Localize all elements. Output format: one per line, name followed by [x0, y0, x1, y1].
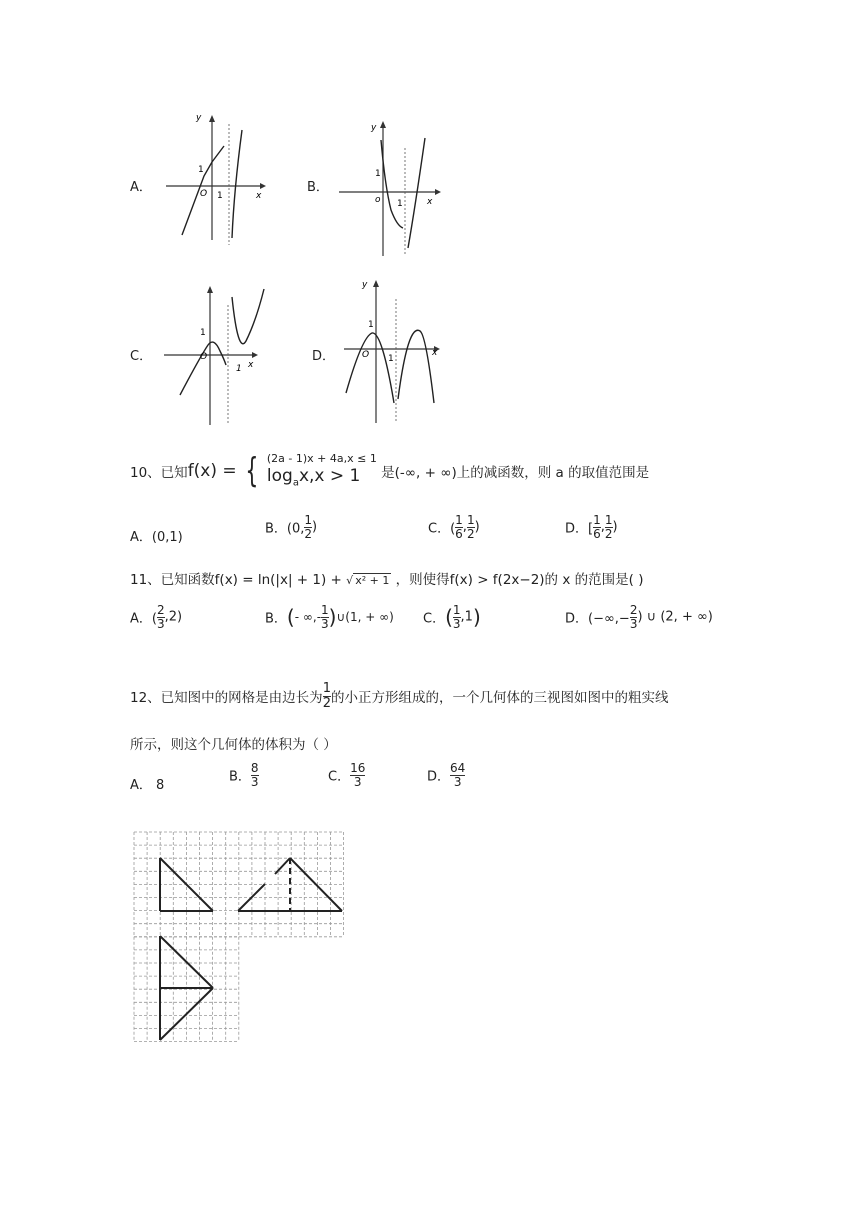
q10-b-post: ) [312, 519, 318, 535]
graph-b-x-one: 1 [397, 199, 403, 209]
graph-a-origin: O [200, 189, 208, 199]
q10-b-den: 2 [304, 526, 313, 541]
q10-c-post: ) [474, 519, 480, 535]
graph-d-x-one: 1 [388, 354, 394, 364]
graph-a-y-label: y [196, 113, 202, 123]
q11-a-num: 2 [156, 603, 165, 617]
option-d-label: D． [312, 349, 336, 364]
q12-line2: 所示，则这个几何体的体积为（ ） [130, 737, 337, 753]
q10-func: f(x) = [187, 460, 237, 481]
q10-piecewise [267, 452, 377, 490]
q11-b-mid: ‐ ∞,‐ [294, 610, 322, 625]
q11-b-post: ∪(1, + ∞) [336, 610, 394, 625]
q12-b-num: 8 [250, 761, 259, 775]
graph-c-x-one: 1 [236, 364, 242, 374]
q11-sqrt-inner: x² + 1 [355, 574, 390, 587]
q11-prefix: 11、已知函数f(x) = ln(|x| + 1) + [130, 572, 342, 588]
q11-option-b: B．(‐ ∞,‐ $\frac{1}{3}$ )∪(1, + ∞) [265, 603, 394, 631]
q12-option-b [229, 762, 259, 788]
q10-d-frac2 [605, 514, 613, 540]
q11-option-d [565, 604, 713, 630]
graph-b-y-label: y [371, 123, 377, 133]
q12-frac [323, 682, 331, 710]
q11-c-frac [453, 604, 461, 630]
q10-d-post: ) [612, 519, 618, 535]
graph-c-origin: O [200, 352, 208, 362]
graph-d-origin: O [362, 350, 370, 360]
q12-option-d [427, 762, 465, 788]
graph-c [160, 285, 270, 425]
option-b-label: B． [307, 180, 329, 195]
q10-option-d: D．[ $\frac{1}{6}$ , $\frac{1}{2}$ ) [565, 513, 618, 541]
graph-b-origin: o [375, 195, 381, 205]
q12-frac-num: 1 [322, 681, 331, 696]
q11-c-den: 3 [452, 616, 461, 631]
q10-b-frac [304, 514, 312, 540]
q10-d-pre: D．[ [565, 521, 594, 537]
q12-b-den: 3 [250, 774, 259, 789]
q10-c-num2: 1 [466, 513, 475, 527]
graph-b [335, 118, 445, 258]
graph-b-x-label: x [427, 197, 433, 207]
q12-option-c [328, 762, 365, 788]
q10-option-b [265, 514, 317, 540]
q11-a-frac [157, 604, 165, 630]
graph-a-x-one: 1 [217, 191, 223, 201]
question-11 [130, 568, 643, 588]
q12-d-frac [450, 762, 465, 788]
q12-d-den: 3 [453, 774, 462, 789]
q10-prefix: 10、已知 [130, 464, 188, 481]
graph-a-x-label: x [256, 191, 262, 201]
question-10 [130, 452, 649, 490]
graph-d-x-label: x [432, 348, 438, 358]
q10-d-den1: 6 [593, 526, 601, 541]
q12-b-frac [251, 762, 259, 788]
q11-option-c: C．( $\frac{1}{3}$ ,1) [423, 603, 481, 631]
q10-d-den2: 2 [604, 526, 613, 541]
q11-a-pre: A．( [130, 611, 157, 627]
q11-b-frac [321, 604, 329, 630]
q11-d-num: 2 [629, 603, 638, 617]
q12-c-den: 3 [353, 774, 362, 789]
q10-case2 [267, 466, 377, 490]
q10-c-den2: 2 [466, 526, 475, 541]
q10-c-num1: 1 [455, 513, 463, 527]
q11-d-pre: D．(−∞,− [565, 611, 630, 627]
q10-c-frac1 [455, 514, 463, 540]
graph-d-y-one: 1 [368, 320, 374, 330]
q10-c-frac2 [467, 514, 475, 540]
q11-b-den: 3 [321, 616, 329, 631]
q12-c-frac [350, 762, 365, 788]
q11-a-den: 3 [156, 616, 165, 631]
q12-option-a: A． 8 [130, 778, 165, 793]
q12-d-pre: D． [427, 769, 451, 785]
q11-option-a [130, 604, 182, 630]
q10-case2-sub: a [292, 477, 299, 489]
q10-option-c: C．( $\frac{1}{6}$ , $\frac{1}{2}$ ) [428, 513, 480, 541]
q10-brace: { [245, 450, 259, 491]
graph-c-y-one: 1 [200, 328, 206, 338]
graph-a-y-one: 1 [198, 165, 204, 175]
q10-case1: (2a - 1)x + 4a,x ≤ 1 [266, 452, 377, 465]
graph-b-y-one: 1 [375, 169, 381, 179]
q10-option-a: A．(0,1) [130, 530, 183, 545]
q12-suffix: 的小正方形组成的，一个几何体的三视图如图中的粗实线 [330, 690, 669, 707]
q11-c-pre: C． [423, 611, 446, 627]
q12-prefix: 12、已知图中的网格是由边长为 [130, 690, 323, 707]
q11-sqrt: √ x² + 1 [346, 574, 390, 587]
graph-c-x-label: x [248, 360, 254, 370]
q11-b-pre: B． [265, 611, 287, 627]
q11-a-post: ,2) [164, 609, 183, 625]
q11-suffix: ，则使得f(x) > f(2x−2)的 x 的范围是( ) [395, 572, 644, 588]
q10-d-frac1 [593, 514, 601, 540]
q10-case2-rest: x,x > 1 [298, 465, 361, 486]
q11-d-post: ) ∪ (2, + ∞) [637, 609, 713, 625]
q11-d-den: 3 [629, 616, 638, 631]
graph-d-y-label: y [362, 280, 368, 290]
q12-frac-den: 2 [322, 695, 331, 711]
q12-b-pre: B． [229, 769, 251, 785]
question-12 [130, 682, 668, 710]
q10-case2-log: log [266, 465, 293, 486]
q10-suffix: 是(‐∞, + ∞)上的减函数，则 a 的取值范围是 [381, 464, 650, 481]
q12-c-num: 16 [350, 761, 366, 775]
q12-d-num: 64 [450, 761, 466, 775]
graph-a [160, 110, 270, 245]
three-view-diagram [130, 828, 350, 1046]
q11-c-num: 1 [452, 603, 461, 617]
q10-d-num1: 1 [593, 513, 601, 527]
option-a-label: A． [130, 180, 152, 195]
q10-d-num2: 1 [604, 513, 613, 527]
q10-c-pre: C．( [428, 521, 456, 537]
graph-d [340, 275, 450, 425]
q12-c-pre: C． [328, 769, 351, 785]
q10-c-den1: 6 [455, 526, 463, 541]
q10-b-num: 1 [304, 513, 313, 527]
q10-b-pre: B．(0, [265, 521, 305, 537]
option-c-label: C． [130, 349, 153, 364]
q11-b-num: 1 [321, 603, 329, 617]
q11-c-post: ,1 [460, 609, 473, 625]
